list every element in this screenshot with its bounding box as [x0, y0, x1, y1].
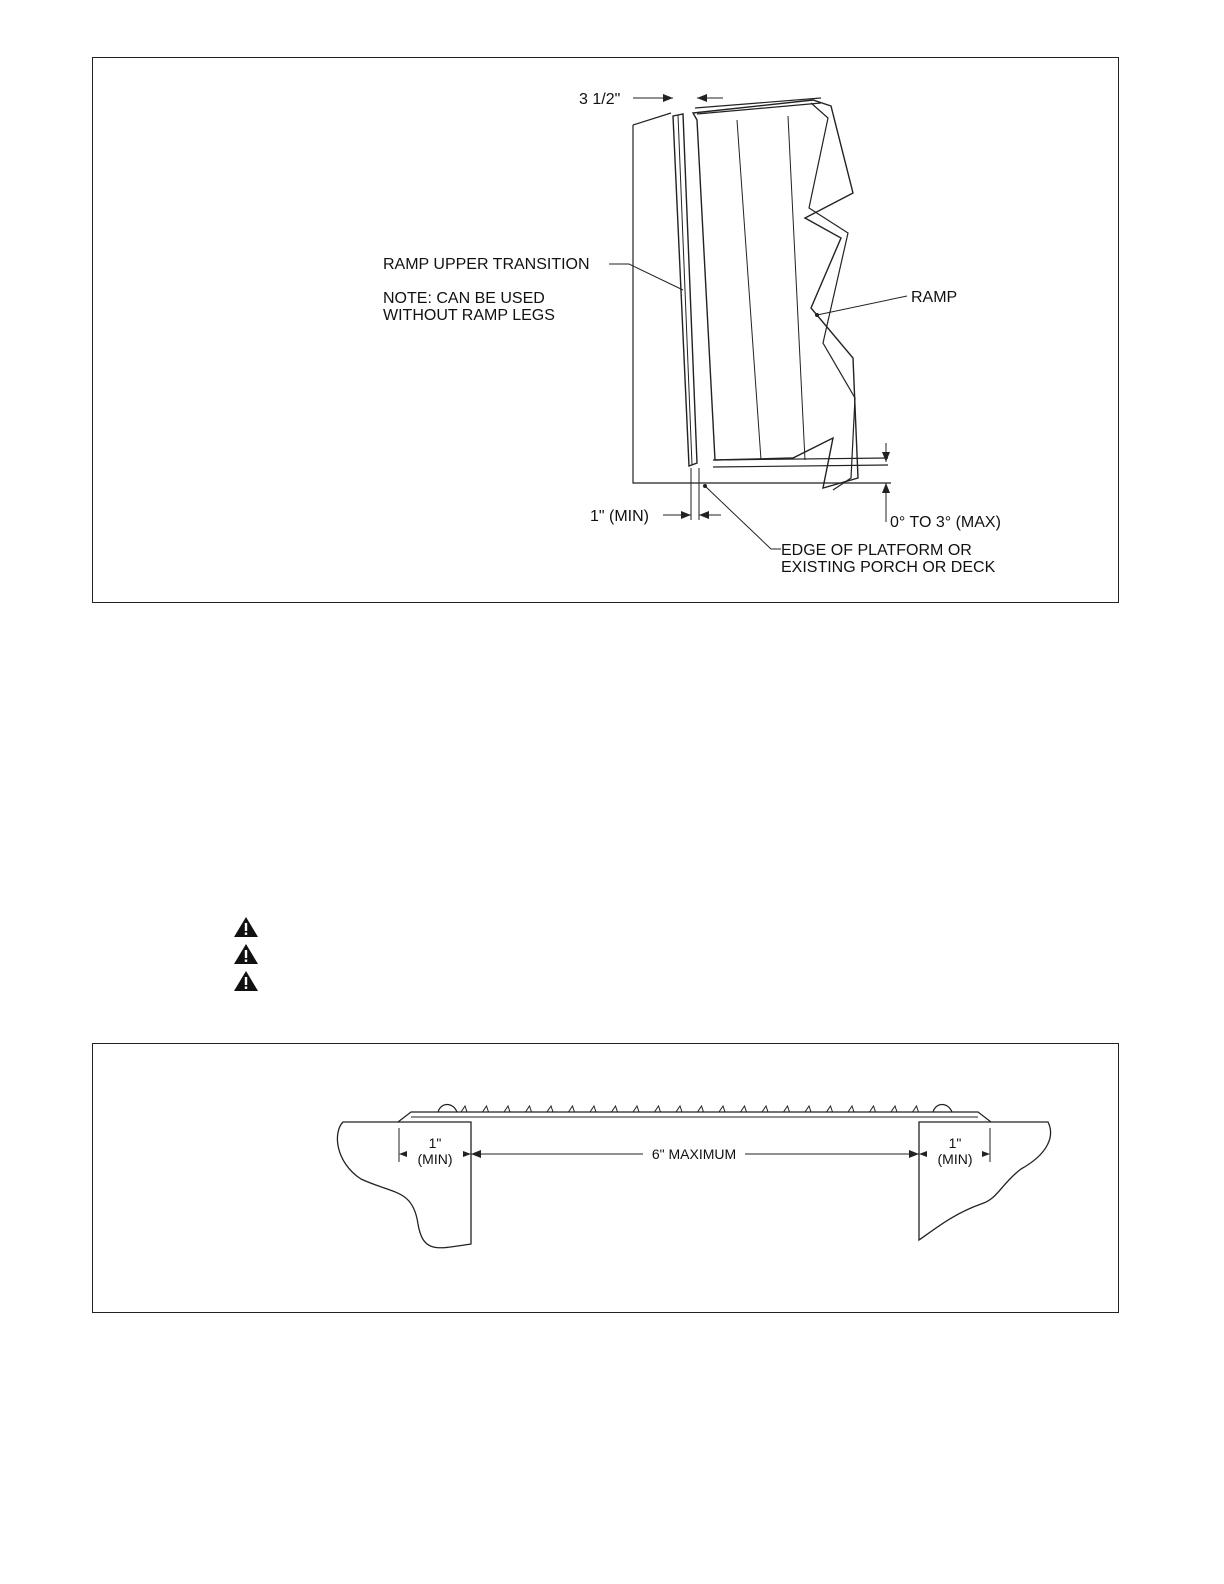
- dim-top-label: 3 1/2": [579, 91, 621, 108]
- note-line-1: NOTE: CAN BE USED: [383, 290, 545, 307]
- callout-ramp-leader: [817, 296, 907, 315]
- edge-callout-leader: [705, 486, 781, 549]
- ramp-transition-drawing: [93, 58, 1118, 602]
- dim-left-arrow-b: [463, 1151, 471, 1157]
- dim-right-arrow-a: [919, 1151, 927, 1157]
- ramp-top-rail-inner: [697, 103, 821, 114]
- angle-arrow-lower: [882, 483, 890, 493]
- ramp-tooth: [741, 1106, 747, 1112]
- dim-top-arrow-left: [663, 94, 673, 102]
- dim-bottom-arrow-right: [699, 511, 709, 519]
- ramp-tooth: [590, 1106, 596, 1112]
- callout-transition: RAMP UPPER TRANSITION: [383, 256, 590, 273]
- left-bump: [438, 1105, 457, 1113]
- warning-triangle-icon: [233, 916, 259, 938]
- ramp-tooth: [762, 1106, 768, 1112]
- platform-outline: [633, 125, 891, 483]
- ramp-tooth: [827, 1106, 833, 1112]
- ramp-tooth: [848, 1106, 854, 1112]
- ramp-tooth: [655, 1106, 661, 1112]
- dim-right-1: 1": [948, 1135, 962, 1151]
- dim-top-arrow-right: [697, 94, 707, 102]
- angle-arrow-upper: [882, 452, 890, 462]
- dim-bottom-label: 1" (MIN): [590, 508, 650, 525]
- dim-right-arrow-b: [982, 1151, 990, 1157]
- dim-center-arrow-left: [471, 1150, 481, 1158]
- ramp-tooth: [891, 1106, 897, 1112]
- ramp-tooth: [913, 1106, 919, 1112]
- dim-bottom-arrow-left: [681, 511, 691, 519]
- ramp-tooth: [719, 1106, 725, 1112]
- dim-left-arrow-a: [399, 1151, 407, 1157]
- ramp-tooth: [633, 1106, 639, 1112]
- edge-line-2: EXISTING PORCH OR DECK: [781, 559, 996, 576]
- dim-left-1: 1": [428, 1135, 442, 1151]
- ramp-tooth: [461, 1106, 467, 1112]
- angle-label: 0° TO 3° (MAX): [890, 514, 1001, 531]
- callout-transition-leader: [609, 264, 683, 290]
- ramp-tooth: [784, 1106, 790, 1112]
- ramp-tooth: [698, 1106, 704, 1112]
- gap-cross-section-drawing: [93, 1044, 1118, 1312]
- right-bump: [933, 1105, 952, 1113]
- ramp-teeth: [461, 1106, 919, 1112]
- platform-top-edge: [633, 113, 671, 125]
- edge-callout-dot: [703, 484, 707, 488]
- dim-right-2: (MIN): [937, 1151, 973, 1167]
- ramp-tooth: [569, 1106, 575, 1112]
- dim-center-arrow-right: [909, 1150, 919, 1158]
- ramp-tooth: [526, 1106, 532, 1112]
- ramp-tooth: [676, 1106, 682, 1112]
- board-seam-2: [788, 116, 805, 460]
- ramp-tooth: [504, 1106, 510, 1112]
- edge-line-1: EDGE OF PLATFORM OR: [781, 542, 972, 559]
- warning-triangle-icon: [233, 970, 259, 992]
- ramp-tooth: [805, 1106, 811, 1112]
- warning-triangle-icon: [233, 943, 259, 965]
- ramp-tooth: [870, 1106, 876, 1112]
- figure-ramp-transition: [92, 57, 1119, 603]
- dim-left-2: (MIN): [417, 1151, 453, 1167]
- ramp-tooth: [612, 1106, 618, 1112]
- callout-ramp-dot: [815, 313, 819, 317]
- board-seam-1: [737, 120, 761, 460]
- callout-ramp: RAMP: [911, 289, 958, 306]
- left-support: [337, 1122, 471, 1248]
- ramp-bottom-rail-inner: [713, 465, 888, 467]
- right-support: [919, 1122, 1051, 1240]
- ramp-tooth: [483, 1106, 489, 1112]
- ramp-body: [693, 100, 858, 488]
- figure-gap-cross-section: [92, 1043, 1119, 1313]
- note-line-2: WITHOUT RAMP LEGS: [383, 307, 555, 324]
- dim-center-label: 6" MAXIMUM: [651, 1146, 737, 1162]
- ramp-tooth: [547, 1106, 553, 1112]
